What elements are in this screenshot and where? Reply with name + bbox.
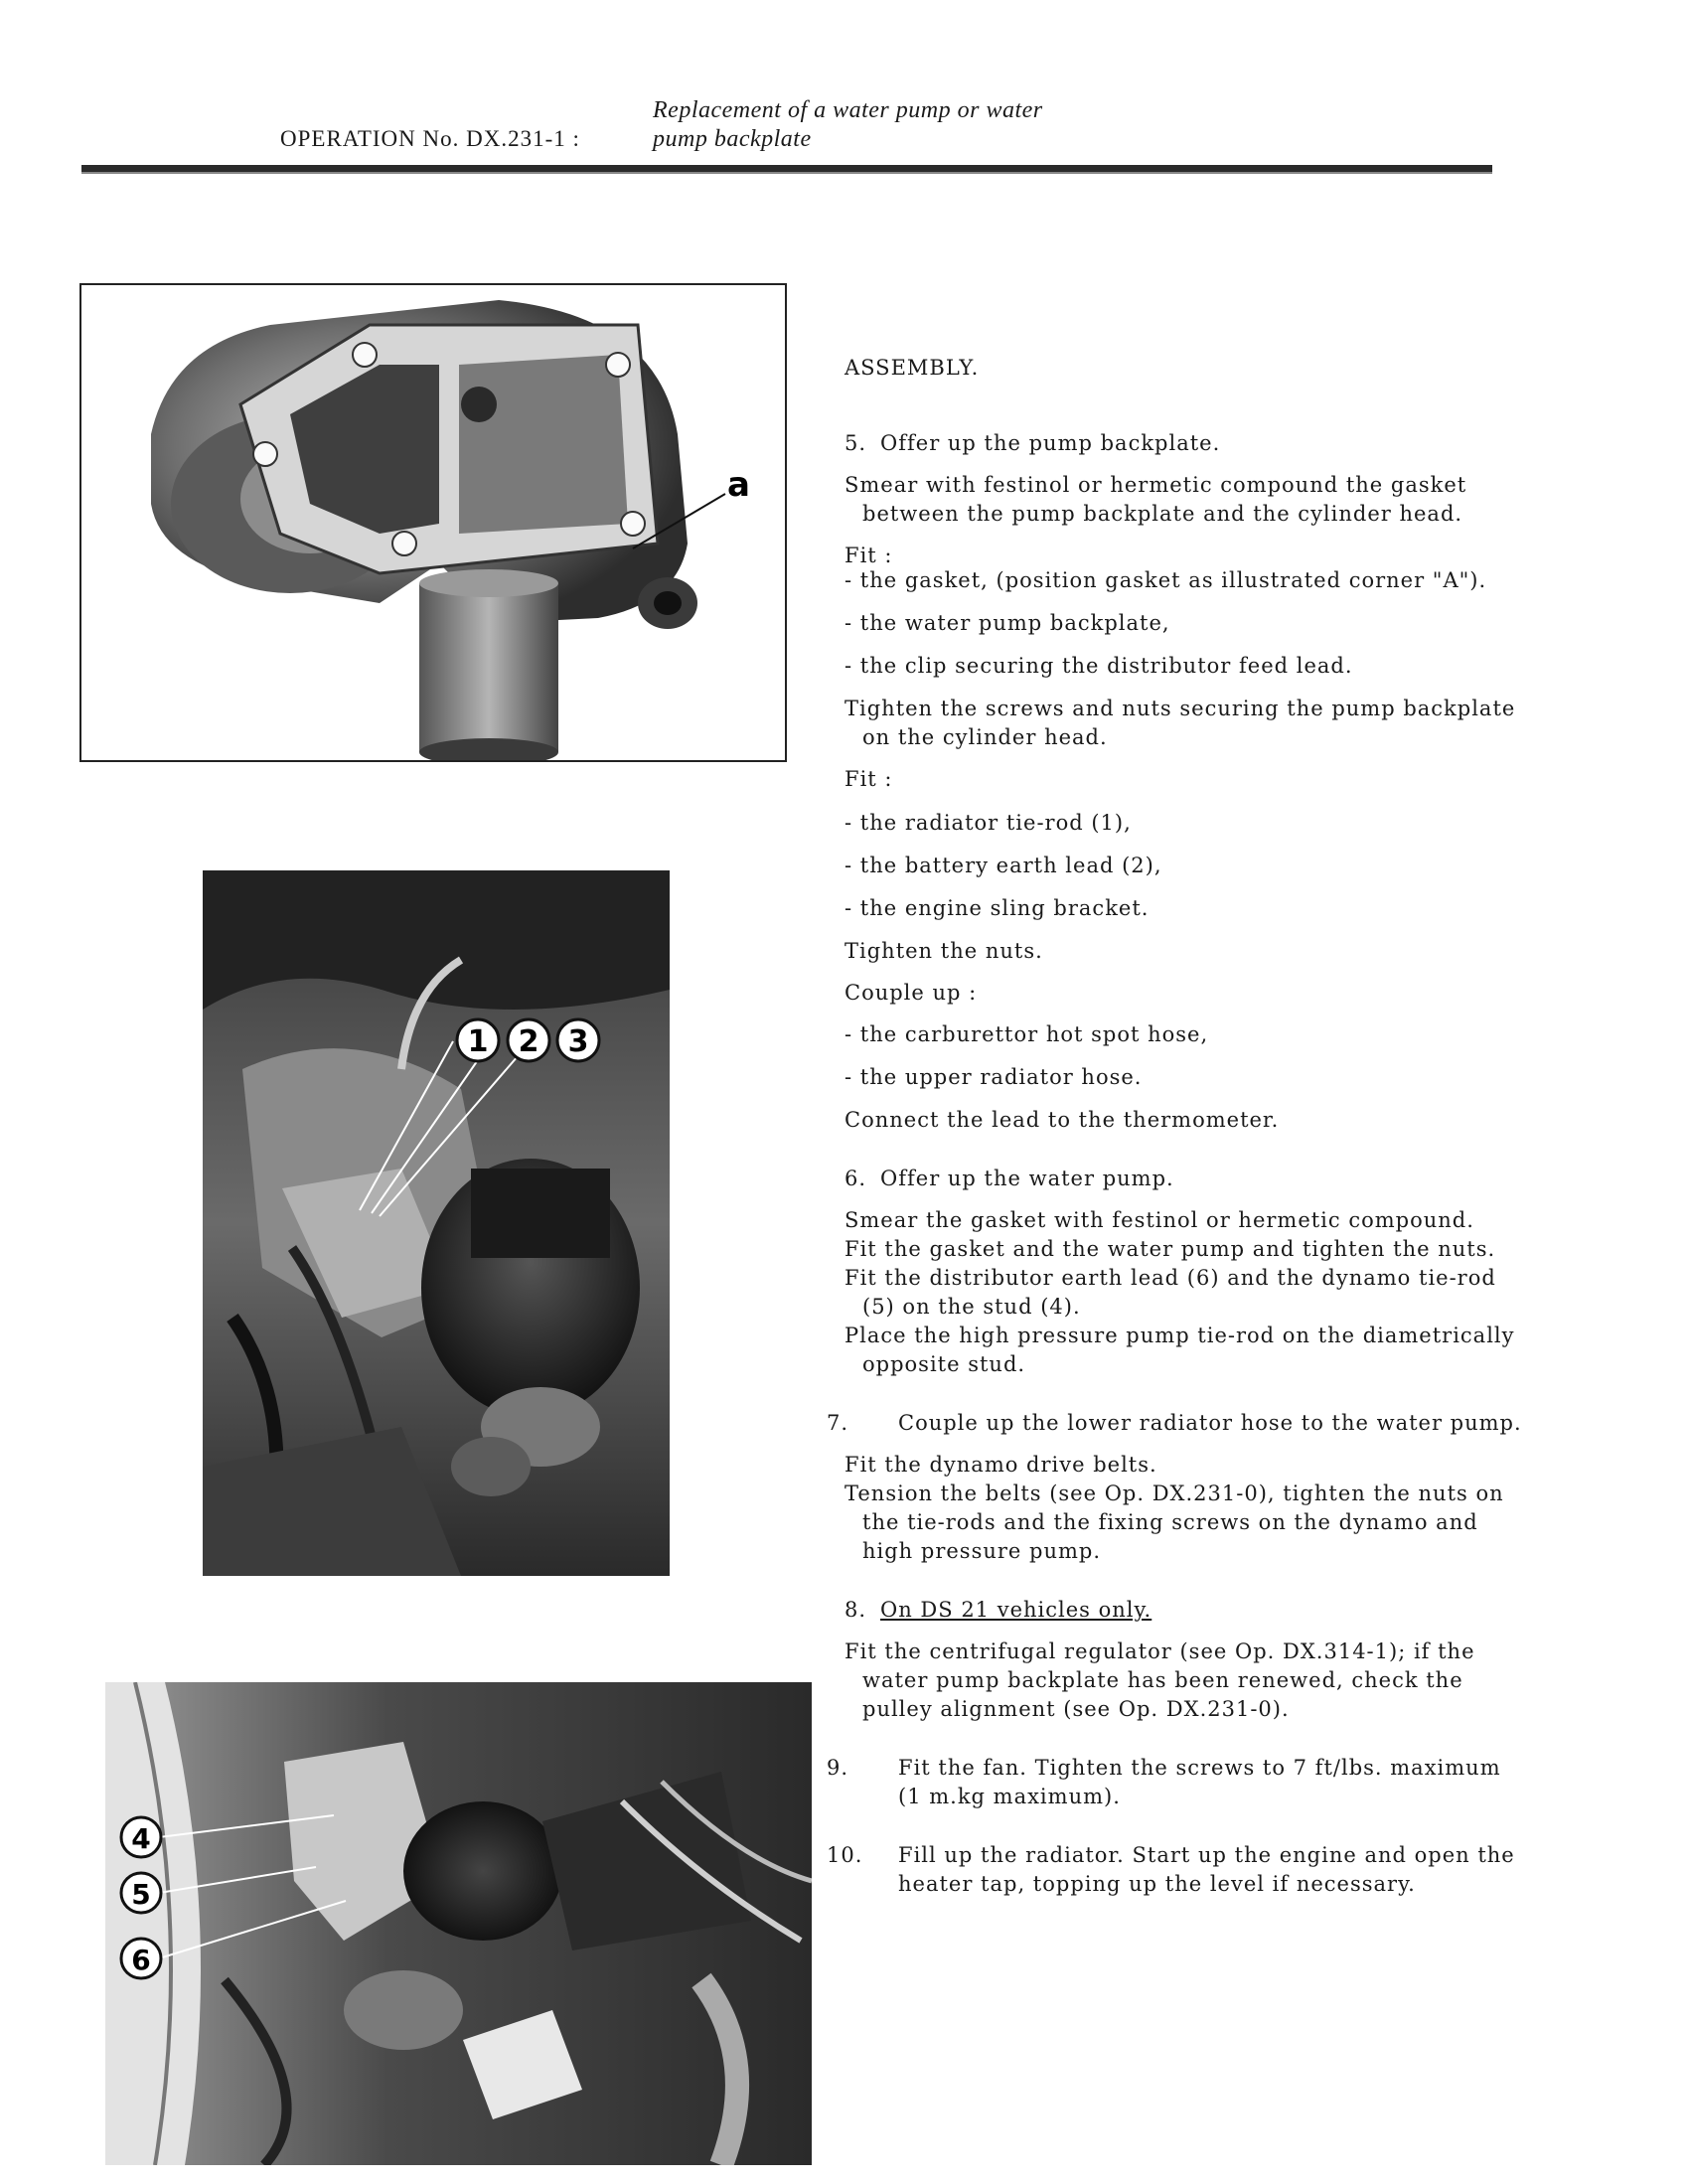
tighten-instruction: Tighten the screws and nuts securing the pump backplate on the cylinder head.	[844, 697, 1516, 749]
fit-label: Fit :	[844, 544, 893, 567]
step-number: 6.	[844, 1167, 867, 1190]
figure-engine-bay-2	[105, 1682, 812, 2165]
step-6	[844, 1165, 1530, 1193]
step7-line: Tension the belts (see Op. DX.231-0), tighten the nuts on the tie-rods and the fixing screws on the dynamo and high pressure pump.	[844, 1482, 1504, 1563]
callout-4	[121, 1817, 161, 1857]
step6-line: Fit the gasket and the water pump and tighten the nuts.	[844, 1237, 1496, 1261]
step-8	[844, 1596, 1530, 1625]
callout-3-label: 3	[567, 1024, 589, 1059]
page-title-line-1: Replacement of a water pump or water	[653, 97, 1043, 123]
assembly-instructions	[827, 354, 1530, 1912]
callout-6-label: 6	[131, 1944, 151, 1976]
fit-item: - the gasket, (position gasket as illustrated corner "A").	[844, 568, 1487, 592]
step-text: Offer up the water pump.	[880, 1167, 1174, 1190]
fit-item: - the water pump backplate,	[844, 611, 1170, 635]
callout-a: a	[727, 465, 750, 505]
callout-2-label: 2	[518, 1024, 539, 1059]
step-number: 7.	[827, 1411, 849, 1435]
step-number: 8.	[844, 1598, 867, 1622]
step7-line: Fit the dynamo drive belts.	[844, 1453, 1157, 1477]
header-divider	[81, 165, 1492, 174]
figure-pump-backplate	[79, 283, 787, 762]
callout-6	[121, 1939, 161, 1978]
couple-label: Couple up :	[844, 981, 978, 1005]
callout-5-label: 5	[131, 1878, 151, 1911]
callout-3	[557, 1019, 599, 1061]
smear-instruction: Smear with festinol or hermetic compound the gasket between the pump backplate and the cylinder head.	[844, 473, 1467, 526]
fit-item: - the engine sling bracket.	[844, 896, 1150, 920]
callout-1-label: 1	[467, 1024, 489, 1059]
tighten-nuts: Tighten the nuts.	[844, 939, 1043, 963]
step-text: Offer up the pump backplate.	[880, 431, 1221, 455]
step-text: Couple up the lower radiator hose to the water pump.	[898, 1411, 1522, 1435]
step-text: On DS 21 vehicles only.	[880, 1598, 1152, 1622]
section-title: ASSEMBLY.	[844, 356, 980, 380]
fit-item: - the clip securing the distributor feed lead.	[844, 654, 1353, 678]
step-7	[827, 1409, 1530, 1438]
couple-item: - the carburettor hot spot hose,	[844, 1022, 1209, 1046]
callout-4-label: 4	[131, 1822, 151, 1855]
callout-2	[508, 1019, 549, 1061]
figure-engine-bay-1	[203, 870, 670, 1576]
step-number: 10.	[827, 1843, 863, 1867]
engine-bay-photo-1	[203, 870, 670, 1576]
fit-item: - the radiator tie-rod (1),	[844, 811, 1132, 835]
fit-item: - the battery earth lead (2),	[844, 854, 1162, 877]
step-5	[844, 429, 1530, 458]
step-number: 9.	[827, 1756, 849, 1780]
step-9	[827, 1754, 1530, 1811]
operation-number: OPERATION No. DX.231-1 :	[280, 126, 580, 151]
page-title-line-2: pump backplate	[653, 126, 812, 152]
step-text: Fit the fan. Tighten the screws to 7 ft/lbs. maximum (1 m.kg maximum).	[898, 1756, 1501, 1808]
step-10	[827, 1841, 1530, 1899]
callout-1	[457, 1019, 499, 1061]
callout-5	[121, 1873, 161, 1913]
step-number: 5.	[844, 431, 867, 455]
connect-instruction: Connect the lead to the thermometer.	[844, 1108, 1280, 1132]
engine-bay-photo-2	[105, 1682, 812, 2165]
step6-line: Fit the distributor earth lead (6) and the dynamo tie-rod (5) on the stud (4).	[844, 1266, 1496, 1319]
step6-line: Place the high pressure pump tie-rod on the diametrically opposite stud.	[844, 1324, 1515, 1376]
pump-backplate-photo	[81, 285, 785, 760]
page-header	[0, 0, 1689, 189]
couple-item: - the upper radiator hose.	[844, 1065, 1143, 1089]
step8-line: Fit the centrifugal regulator (see Op. DX.314-1); if the water pump backplate has been renewed, check the pulley alignment (see Op. DX.231-0).	[844, 1639, 1475, 1721]
step-text: Fill up the radiator. Start up the engine and open the heater tap, topping up the level if necessary.	[898, 1843, 1515, 1896]
fit-label: Fit :	[844, 767, 893, 791]
step6-line: Smear the gasket with festinol or hermetic compound.	[844, 1208, 1474, 1232]
